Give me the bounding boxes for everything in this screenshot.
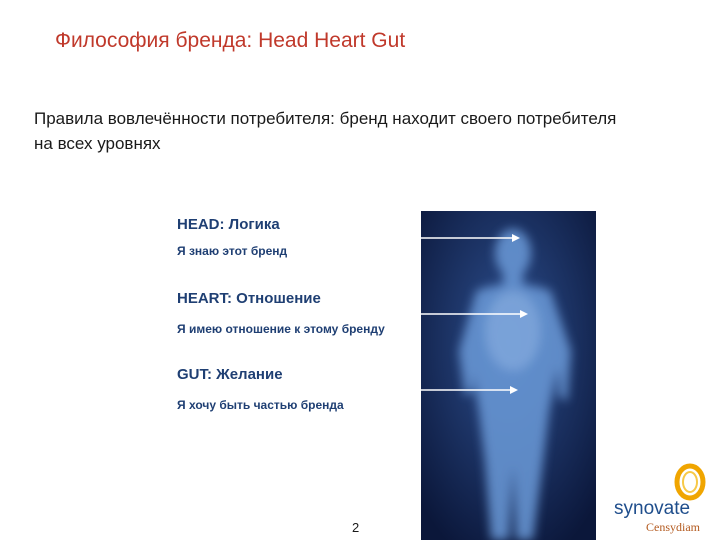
page-number: 2 xyxy=(352,520,360,535)
heart-level-heading: HEART: Отношение xyxy=(177,290,321,307)
human-silhouette xyxy=(421,211,596,540)
head-level-description: Я знаю этот бренд xyxy=(177,244,288,258)
gut-level-description: Я хочу быть частью бренда xyxy=(177,398,344,412)
logo-brand-text: synovate xyxy=(614,498,691,519)
gut-level-heading: GUT: Желание xyxy=(177,366,283,383)
slide-title: Философия бренда: Head Heart Gut xyxy=(55,29,406,52)
logo-sub-brand-text: Censydiam xyxy=(646,520,700,534)
human-figure-image xyxy=(421,211,596,540)
heart-arrow xyxy=(420,307,528,321)
gut-arrow xyxy=(420,383,518,397)
synovate-logo xyxy=(612,462,712,538)
slide-subtitle: Правила вовлечённости потребителя: бренд находит своего потребителя на всех уровнях xyxy=(34,109,617,153)
head-arrow xyxy=(420,231,520,245)
head-level-heading: HEAD: Логика xyxy=(177,216,280,233)
heart-level-description: Я имею отношение к этому бренду xyxy=(177,322,385,336)
